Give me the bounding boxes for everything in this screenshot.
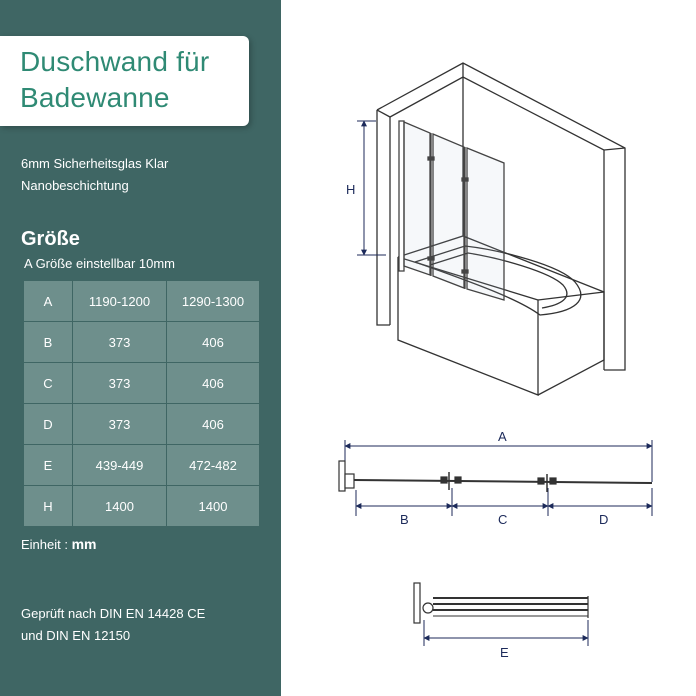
- folded-view: [414, 583, 588, 646]
- unit-label: Einheit :: [21, 537, 68, 552]
- feature-glass: 6mm Sicherheitsglas Klar: [21, 156, 169, 171]
- certification-line2: und DIN EN 12150: [21, 628, 131, 643]
- top-view: [339, 440, 652, 516]
- glass-screen-panels: [399, 121, 504, 300]
- width-label-d: D: [599, 512, 609, 527]
- size-value: 1290-1300: [167, 281, 259, 321]
- product-title-line2: Badewanne: [20, 82, 170, 113]
- size-value: 373: [73, 404, 166, 444]
- size-value: 1400: [167, 486, 259, 526]
- size-value: 406: [167, 363, 259, 403]
- row-label: B: [24, 322, 72, 362]
- width-label-b: B: [400, 512, 409, 527]
- size-value: 373: [73, 322, 166, 362]
- size-value: 472-482: [167, 445, 259, 485]
- product-title-line1: Duschwand für: [20, 46, 210, 77]
- width-label-a: A: [498, 429, 507, 444]
- bathtub-3d-view: [377, 63, 625, 395]
- size-value: 406: [167, 322, 259, 362]
- width-label-c: C: [498, 512, 508, 527]
- height-label: H: [346, 182, 356, 197]
- size-value: 1190-1200: [73, 281, 166, 321]
- height-dimension: [357, 121, 386, 255]
- size-value: 1400: [73, 486, 166, 526]
- certification-line1: Geprüft nach DIN EN 14428 CE: [21, 606, 206, 621]
- folded-label-e: E: [500, 645, 509, 660]
- row-label: A: [24, 281, 72, 321]
- row-label: C: [24, 363, 72, 403]
- unit-value: mm: [71, 536, 97, 552]
- row-label: E: [24, 445, 72, 485]
- size-value: 439-449: [73, 445, 166, 485]
- row-label: D: [24, 404, 72, 444]
- size-adjust-note: A Größe einstellbar 10mm: [24, 256, 176, 271]
- size-value: 373: [73, 363, 166, 403]
- feature-coating: Nanobeschichtung: [21, 178, 129, 193]
- row-label: H: [24, 486, 72, 526]
- size-heading: Größe: [21, 228, 80, 250]
- size-value: 406: [167, 404, 259, 444]
